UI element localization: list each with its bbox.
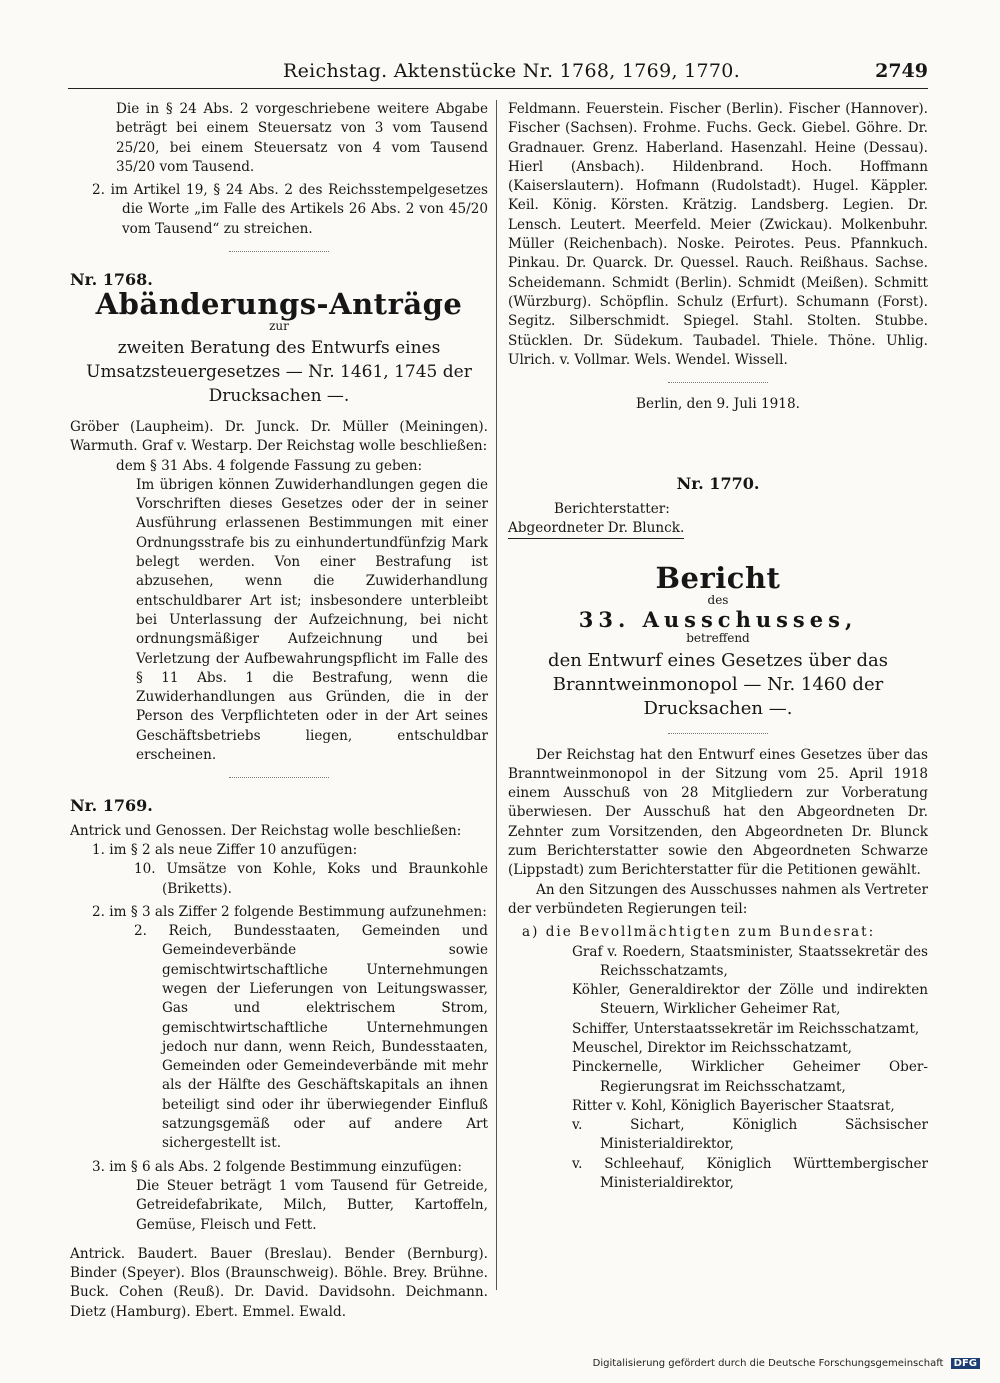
separator [229, 777, 329, 778]
right-column [508, 100, 928, 1193]
report-para-2: An den Sitzungen des Ausschusses nahmen als Vertreter der verbündeten Regierungen teil: [508, 881, 928, 917]
person-item: Graf v. Roedern, Staatsminister, Staatssekretär des Reichsschatzamts, [572, 943, 928, 979]
item-2-1769: 2. im § 3 als Ziffer 2 folgende Bestimmung aufzunehmen: [92, 903, 487, 920]
des-label: des [707, 592, 729, 607]
page-number: 2749 [875, 60, 928, 82]
nr-1770: Nr. 1770. [676, 474, 760, 494]
proposers-1768: Gröber (Laupheim). Dr. Junck. Dr. Müller (Meiningen). Warmuth. Graf v. Westarp. Der Reichstag wolle beschließen: [70, 418, 488, 455]
betreffend-label: betreffend [686, 631, 750, 646]
nr-1769: Nr. 1769. [70, 796, 153, 816]
person-item: Ritter v. Kohl, Königlich Bayerischer Staatsrat, [572, 1097, 895, 1114]
footer [593, 1358, 980, 1369]
person-item: Köhler, Generaldirektor der Zölle und indirekten Steuern, Wirklicher Geheimer Rat, [572, 982, 928, 1018]
item-3-sub: Die Steuer beträgt 1 vom Tausend für Getreide, Getreidefabrikate, Milch, Butter, Kartoffeln, Gemüse, Fleisch und Fett. [136, 1177, 488, 1233]
text-31: Im übrigen können Zuwiderhandlungen gegen die Vorschriften dieses Gesetzes oder der in seiner Ausführung erlassenen Bestimmungen mit einer Ordnungsstrafe bis zu einhundertundfünfzig Mark belegt werden. Von einer Bestrafung ist abzusehen, wenn die Zuwiderhandlung entschuldbarer Art ist; insbesondere unterbleibt bei Unterlassung der Aufzeichnung, bei nicht ordnungsmäßiger Aufzeichnung und bei Verletzung der Aufbewahrungspflicht im Falle des § 11 Abs. 1 die Bestrafung, wenn die Zuwiderhandlungen aus Gründen, die in der Person des Verpflichteten oder in der Art seines Geschäftsbetriebs liegen, entschuldbar erscheinen. [136, 476, 488, 764]
para-intro: Die in § 24 Abs. 2 vorgeschriebene weitere Abgabe beträgt bei einem Steuersatz von 3 vom Tausend 25/20, bei einem Steuersatz von 4 vom Tausend 35/20 vom Tausend. [116, 101, 488, 175]
date: Berlin, den 9. Juli 1918. [636, 396, 800, 413]
person-item: Pinckernelle, Wirklicher Geheimer Ober-Regierungsrat im Reichsschatzamt, [572, 1059, 928, 1095]
header-title: Reichstag. Aktenstücke Nr. 1768, 1769, 1770. [283, 60, 741, 82]
nr-1768: Nr. 1768. [70, 270, 153, 290]
item-3: 3. im § 6 als Abs. 2 folgende Bestimmung einzufügen: [92, 1158, 462, 1175]
person-item: v. Sichart, Königlich Sächsischer Ministerialdirektor, [572, 1117, 928, 1153]
ausschuss-heading: 33. Ausschusses, [578, 606, 858, 632]
zur-label: zur [269, 318, 289, 333]
separator [668, 382, 768, 383]
bericht-heading: Bericht [655, 561, 781, 596]
report-para-1: Der Reichstag hat den Entwurf eines Gesetzes über das Branntweinmonopol in der Sitzung vom 25. April 1918 einem Ausschuß von 28 Mitgliedern zur Vorberatung überwiesen. Der Ausschuß hat den Abgeordneten Dr. Zehnter zum Vorsitzenden, den Abgeordneten Dr. Blunck zum Berichterstatter sowie den Abgeordneten Schwarze (Lippstadt) zum Berichterstatter für die Petitionen gewählt. [508, 746, 928, 879]
separator [229, 251, 329, 252]
person-item: Schiffer, Unterstaatssekretär im Reichsschatzamt, [572, 1020, 920, 1037]
dfg-logo: DFG [951, 1358, 980, 1369]
abgeordneter: Abgeordneter Dr. Blunck. [508, 519, 684, 539]
persons-list [508, 943, 928, 1194]
signatories-continued: Feldmann. Feuerstein. Fischer (Berlin). Fischer (Hannover). Fischer (Sachsen). Frohme. Fuchs. Geck. Giebel. Göhre. Dr. Gradnauer. Grenz. Haberland. Hasenzahl. Heine (Dessau). Hierl (Ansbach). Hildenbrand. Hoch. Hoffmann (Kaiserslautern). Hofmann (Rudolstadt). Hugel. Käppler. Keil. König. Körsten. Krätzig. Landsberg. Legien. Dr. Lensch. Leutert. Meerfeld. Meier (Zwickau). Molkenbuhr. Müller (Reichenbach). Noske. Peirotes. Peus. Pfannkuch. Pinkau. Dr. Quarck. Dr. Quessel. Rauch. Reißhaus. Sachse. Scheidemann. Schmidt (Berlin). Schmidt (Meißen). Schmitt (Würzburg). Schöpflin. Schulz (Erfurt). Schumann (Forst). Segitz. Silberschmidt. Spiegel. Stahl. Stolten. Stubbe. Stücklen. Dr. Südekum. Taubadel. Thiele. Thöne. Uhlig. Ulrich. v. Vollmar. Wels. Wendel. Wissell. [508, 101, 928, 368]
dem-31: dem § 31 Abs. 4 folgende Fassung zu geben: [116, 457, 423, 474]
item-2-artikel-19: 2. im Artikel 19, § 24 Abs. 2 des Reichsstempelgesetzes die Worte „im Falle des Artikels 26 Abs. 2 von 45/20 vom Tausend“ zu streichen. [92, 182, 488, 237]
berichterstatter-label: Berichterstatter: [554, 500, 670, 517]
subject: den Entwurf eines Gesetzes über das Branntweinmonopol — Nr. 1460 der Drucksachen —. [548, 649, 888, 719]
page-header [68, 58, 928, 90]
footer-text: Digitalisierung gefördert durch die Deutsche Forschungsgemeinschaft [592, 1358, 944, 1369]
item-a: a) die Bevollmächtigten zum Bundesrat: [522, 924, 876, 941]
person-item: Meuschel, Direktor im Reichsschatzamt, [572, 1039, 852, 1056]
header-rule [68, 88, 928, 89]
left-column [70, 100, 488, 1322]
person-item: v. Schleehauf, Königlich Württembergischer Ministerialdirektor, [572, 1155, 928, 1192]
heading-1768: Abänderungs-Anträge [95, 287, 463, 322]
antrick-1769: Antrick und Genossen. Der Reichstag wolle beschließen: [70, 822, 462, 839]
subheading-1768: zweiten Beratung des Entwurfs eines Umsatzsteuergesetzes — Nr. 1461, 1745 der Drucksachen —. [86, 337, 472, 406]
item-2-sub: 2. Reich, Bundesstaaten, Gemeinden und Gemeindeverbände sowie gemischtwirtschaftliche Unternehmungen wegen der Lieferungen von Leitungswasser, Gas und elektrischem Strom, gemischtwirtschaftliche Unternehmungen jedoch nur dann, wenn Reich, Bundesstaaten, Gemeinden oder Gemeindeverbände mit mehr als der Hälfte des Geschäftskapitals an ihnen beteiligt sind oder ihr überwiegender Einfluß satzungsgemäß oder auf andere Art sichergestellt ist. [134, 923, 488, 1152]
item-1-sub: 10. Umsätze von Kohle, Koks und Braunkohle (Briketts). [134, 861, 488, 897]
item-1: 1. im § 2 als neue Ziffer 10 anzufügen: [92, 841, 358, 858]
column-divider [496, 100, 497, 1290]
signatories: Antrick. Baudert. Bauer (Breslau). Bender (Bernburg). Binder (Speyer). Blos (Braunschweig). Böhle. Brey. Brühne. Buck. Cohen (Reuß). Dr. David. Davidsohn. Deichmann. Dietz (Hamburg). Ebert. Emmel. Ewald. [70, 1245, 488, 1320]
separator [668, 733, 768, 734]
